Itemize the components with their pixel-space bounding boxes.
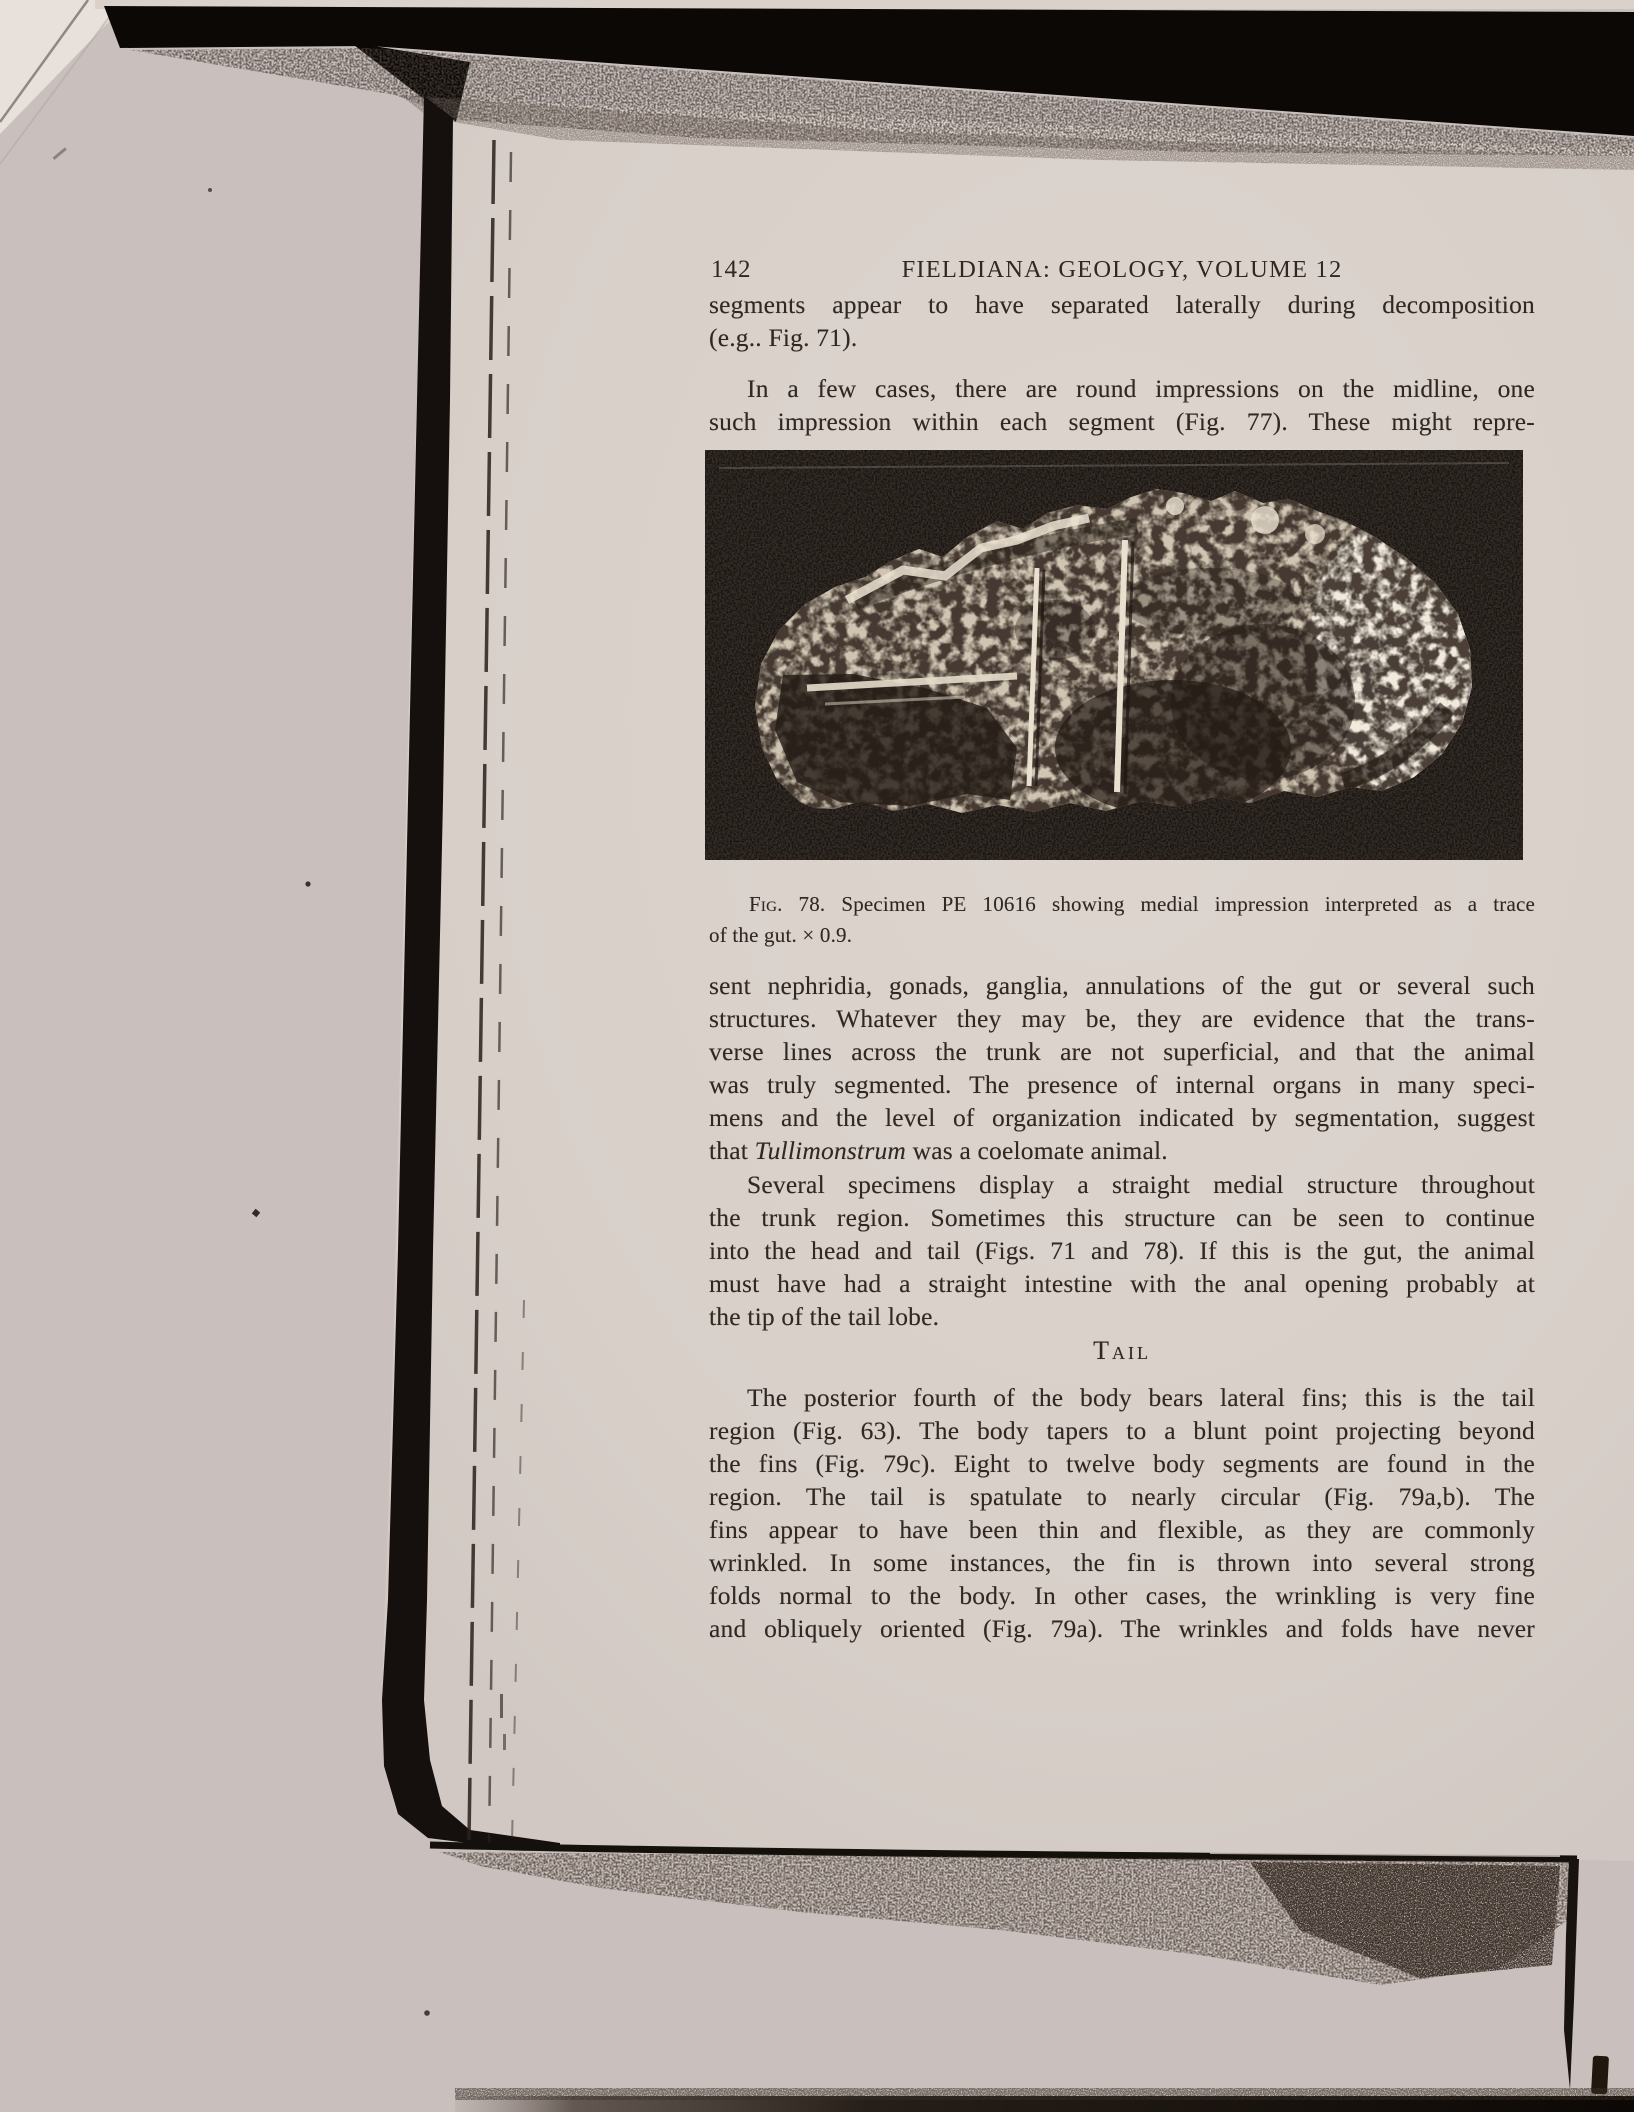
text-line: and obliquely oriented (Fig. 79a). The wrinkles and folds have never — [709, 1614, 1535, 1643]
dust-speck — [252, 1209, 260, 1217]
dust-speck — [305, 881, 310, 886]
paragraph-2 — [709, 372, 1535, 438]
text-segment: that — [709, 1136, 755, 1165]
text-line: mens and the level of organization indicated by segmentation, suggest — [709, 1103, 1535, 1132]
text-line: verse lines across the trunk are not superficial, and that the animal — [709, 1037, 1535, 1066]
paragraph-3-last-line — [709, 1134, 1535, 1167]
highlight-blob — [1305, 524, 1325, 544]
highlight-blob — [1166, 497, 1184, 515]
text-line: region. The tail is spatulate to nearly circular (Fig. 79a,b). The — [709, 1482, 1535, 1511]
text-line: was truly segmented. The presence of internal organs in many speci- — [709, 1070, 1535, 1099]
caption-text: Specimen PE 10616 showing medial impression interpreted as a trace — [841, 892, 1536, 916]
dark-patch-mid — [1171, 624, 1355, 780]
caption-line-1 — [709, 889, 1535, 920]
text-line: such impression within each segment (Fig. 77). These might repre- — [709, 407, 1535, 436]
figure-78-photo — [705, 450, 1523, 860]
text-segment: was a coelomate animal. — [906, 1136, 1168, 1165]
text-line: the tip of the tail lobe. — [709, 1302, 940, 1331]
text-line: In a few cases, there are round impressions on the midline, one — [747, 374, 1535, 403]
paragraph-5 — [709, 1381, 1535, 1645]
section-heading-tail: Tail — [1093, 1336, 1151, 1365]
page-header — [709, 256, 1535, 286]
caption-line-2: of the gut. × 0.9. — [709, 923, 853, 947]
text-line: into the head and tail (Figs. 71 and 78). If this is the gut, the animal — [709, 1236, 1535, 1265]
dark-patch-upper — [1015, 600, 1095, 660]
text-line: region (Fig. 63). The body tapers to a blunt point projecting beyond — [709, 1416, 1535, 1445]
text-line: Several specimens display a straight medial structure throughout — [747, 1170, 1535, 1199]
running-head: FIELDIANA: GEOLOGY, VOLUME 12 — [901, 256, 1343, 283]
fossil-specimen-photo — [705, 450, 1523, 860]
text-line: (e.g.. Fig. 71). — [709, 323, 858, 352]
page-number: 142 — [711, 256, 752, 283]
text-line: the trunk region. Sometimes this structure can be seen to continue — [709, 1203, 1535, 1232]
dust-speck — [208, 188, 212, 192]
text-line: wrinkled. In some instances, the fin is thrown into several strong — [709, 1548, 1535, 1577]
text-line: structures. Whatever they may be, they are evidence that the trans- — [709, 1004, 1535, 1033]
paragraph-3-lines — [709, 969, 1535, 1134]
paragraph-4 — [709, 1168, 1535, 1333]
text-line: sent nephridia, gonads, ganglia, annulations of the gut or several such — [709, 971, 1535, 1000]
spine-tick — [500, 1694, 503, 1718]
corner-tick — [53, 147, 67, 160]
text-line: must have had a straight intestine with the anal opening probably at — [709, 1269, 1535, 1298]
bottom-strip-grain — [455, 2088, 1634, 2100]
text-line: folds normal to the body. In other cases, the wrinkling is very fine — [709, 1581, 1535, 1610]
spine-tick — [503, 1734, 506, 1750]
paragraph-3 — [709, 969, 1535, 1167]
text-line: the fins (Fig. 79c). Eight to twelve body segments are found in the — [709, 1449, 1535, 1478]
taxon-name: Tullimonstrum — [754, 1136, 907, 1165]
dark-patch-upper-right — [1120, 568, 1300, 636]
highlight-blob — [1251, 506, 1279, 534]
figure-caption — [709, 889, 1535, 951]
dust-speck — [424, 2010, 430, 2016]
figure-number-label: Fig. 78. — [749, 892, 826, 916]
text-line: segments appear to have separated laterally during decomposition — [709, 290, 1535, 319]
paragraph-1 — [709, 288, 1535, 354]
text-line: fins appear to have been thin and flexible, as they are commonly — [709, 1515, 1535, 1544]
text-line: The posterior fourth of the body bears lateral fins; this is the tail — [747, 1383, 1535, 1412]
